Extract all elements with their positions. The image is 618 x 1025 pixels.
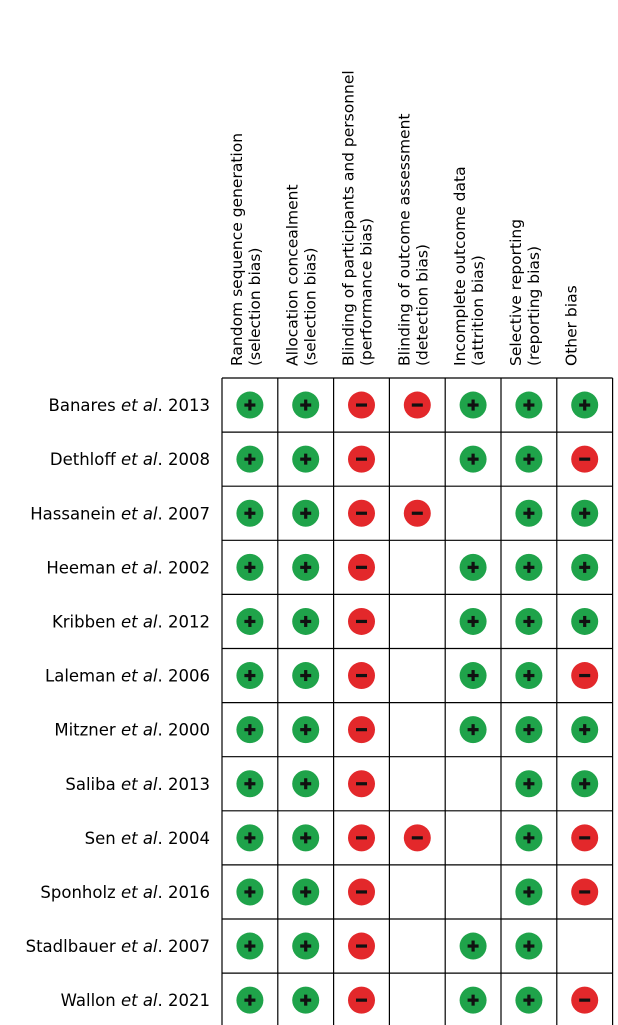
low-risk-icon <box>515 500 542 527</box>
low-risk-icon <box>236 770 263 797</box>
study-year: . 2006 <box>157 666 210 686</box>
study-etal: et al <box>120 612 158 632</box>
column-header-subtitle: (reporting bias) <box>524 245 543 366</box>
plus-vertical <box>304 832 307 843</box>
plus-vertical <box>527 886 530 897</box>
high-risk-icon <box>348 987 375 1014</box>
plus-vertical <box>583 724 586 735</box>
study-year: . 2013 <box>157 396 210 416</box>
minus-bar <box>356 728 367 731</box>
study-etal: et al <box>120 720 158 740</box>
plus-vertical <box>527 508 530 519</box>
plus-vertical <box>304 454 307 465</box>
high-risk-icon <box>404 824 431 851</box>
low-risk-icon <box>236 933 263 960</box>
low-risk-icon <box>236 662 263 689</box>
study-name: Kribben <box>51 612 121 632</box>
plus-vertical <box>304 670 307 681</box>
plus-vertical <box>583 562 586 573</box>
minus-bar <box>356 944 367 947</box>
low-risk-icon <box>292 716 319 743</box>
column-header-subtitle: (detection bias) <box>413 244 432 366</box>
low-risk-icon <box>292 608 319 635</box>
minus-bar <box>579 674 590 677</box>
low-risk-icon <box>236 500 263 527</box>
low-risk-icon <box>236 446 263 473</box>
low-risk-icon <box>236 608 263 635</box>
high-risk-icon <box>571 878 598 905</box>
plus-vertical <box>304 562 307 573</box>
minus-bar <box>356 512 367 515</box>
low-risk-icon <box>236 878 263 905</box>
column-header-title: Random sequence generation <box>227 132 246 366</box>
plus-vertical <box>527 724 530 735</box>
low-risk-icon <box>460 608 487 635</box>
study-name: Hassanein <box>30 504 121 524</box>
low-risk-icon <box>515 662 542 689</box>
low-risk-icon <box>515 446 542 473</box>
high-risk-icon <box>348 392 375 419</box>
low-risk-icon <box>515 987 542 1014</box>
study-name: Saliba <box>65 774 121 794</box>
study-etal: et al <box>120 828 158 848</box>
column-header-title: Allocation concealment <box>283 184 302 366</box>
study-etal: et al <box>120 991 158 1011</box>
study-year: . 2013 <box>157 774 210 794</box>
column-header-subtitle: (selection bias) <box>301 247 320 366</box>
low-risk-icon <box>571 608 598 635</box>
minus-bar <box>356 674 367 677</box>
column-header-title: Blinding of outcome assessment <box>395 113 414 366</box>
low-risk-icon <box>460 392 487 419</box>
low-risk-icon <box>571 500 598 527</box>
study-name: Sen <box>84 828 121 848</box>
plus-vertical <box>527 670 530 681</box>
study-label <box>49 396 210 415</box>
plus-vertical <box>248 562 251 573</box>
low-risk-icon <box>460 933 487 960</box>
low-risk-icon <box>292 446 319 473</box>
study-name: Mitzner <box>54 720 121 740</box>
study-name: Heeman <box>46 558 121 578</box>
minus-bar <box>356 836 367 839</box>
low-risk-icon <box>571 770 598 797</box>
column-header-subtitle: (performance bias) <box>357 217 376 366</box>
low-risk-icon <box>515 608 542 635</box>
study-etal: et al <box>120 504 158 524</box>
plus-vertical <box>472 454 475 465</box>
low-risk-icon <box>571 716 598 743</box>
minus-bar <box>579 458 590 461</box>
high-risk-icon <box>348 878 375 905</box>
plus-vertical <box>472 670 475 681</box>
low-risk-icon <box>515 554 542 581</box>
table-grid <box>222 378 613 1025</box>
minus-bar <box>579 890 590 893</box>
study-etal: et al <box>120 558 158 578</box>
low-risk-icon <box>236 392 263 419</box>
plus-vertical <box>304 778 307 789</box>
plus-vertical <box>527 832 530 843</box>
high-risk-icon <box>348 770 375 797</box>
low-risk-icon <box>515 716 542 743</box>
plus-vertical <box>472 616 475 627</box>
high-risk-icon <box>348 933 375 960</box>
plus-vertical <box>304 508 307 519</box>
plus-vertical <box>304 941 307 952</box>
study-label <box>45 667 210 686</box>
high-risk-icon <box>571 987 598 1014</box>
plus-vertical <box>472 562 475 573</box>
column-header <box>284 184 320 366</box>
plus-vertical <box>248 778 251 789</box>
study-year: . 2000 <box>157 720 210 740</box>
plus-vertical <box>248 400 251 411</box>
minus-bar <box>579 999 590 1002</box>
minus-bar <box>356 999 367 1002</box>
study-name: Dethloff <box>49 450 121 470</box>
plus-vertical <box>583 508 586 519</box>
study-label <box>61 991 210 1010</box>
high-risk-icon <box>348 608 375 635</box>
study-label <box>40 883 210 902</box>
study-label <box>65 775 210 794</box>
low-risk-icon <box>292 987 319 1014</box>
study-label <box>50 450 210 469</box>
column-header-title: Other bias <box>562 285 581 366</box>
high-risk-icon <box>348 824 375 851</box>
study-etal: et al <box>120 396 158 416</box>
high-risk-icon <box>404 392 431 419</box>
plus-vertical <box>527 454 530 465</box>
study-etal: et al <box>120 937 158 957</box>
column-header <box>507 219 543 366</box>
plus-vertical <box>248 832 251 843</box>
study-year: . 2012 <box>157 612 210 632</box>
study-name: Stadlbauer <box>25 937 121 957</box>
column-header <box>228 133 264 366</box>
low-risk-icon <box>460 446 487 473</box>
plus-vertical <box>304 995 307 1006</box>
high-risk-icon <box>348 500 375 527</box>
low-risk-icon <box>292 933 319 960</box>
study-label <box>54 721 210 740</box>
minus-bar <box>412 512 423 515</box>
high-risk-icon <box>404 500 431 527</box>
minus-bar <box>579 836 590 839</box>
study-label <box>52 612 210 631</box>
plus-vertical <box>472 941 475 952</box>
low-risk-icon <box>571 554 598 581</box>
study-etal: et al <box>120 774 158 794</box>
minus-bar <box>412 836 423 839</box>
low-risk-icon <box>515 878 542 905</box>
study-etal: et al <box>120 450 158 470</box>
minus-bar <box>356 403 367 406</box>
minus-bar <box>356 566 367 569</box>
study-label <box>46 558 210 577</box>
plus-vertical <box>248 995 251 1006</box>
low-risk-icon <box>292 824 319 851</box>
plus-vertical <box>583 616 586 627</box>
high-risk-icon <box>348 446 375 473</box>
low-risk-icon <box>571 392 598 419</box>
study-label <box>85 829 210 848</box>
plus-vertical <box>248 886 251 897</box>
low-risk-icon <box>292 662 319 689</box>
column-header-subtitle: (attrition bias) <box>469 255 488 366</box>
column-header-title: Blinding of participants and personnel <box>339 70 358 366</box>
plus-vertical <box>472 400 475 411</box>
plus-vertical <box>527 562 530 573</box>
plus-vertical <box>527 995 530 1006</box>
study-label <box>26 937 210 956</box>
study-label <box>30 504 210 523</box>
low-risk-icon <box>292 770 319 797</box>
plus-vertical <box>583 400 586 411</box>
study-year: . 2021 <box>157 991 210 1011</box>
plus-vertical <box>472 724 475 735</box>
minus-bar <box>356 458 367 461</box>
study-year: . 2004 <box>157 828 210 848</box>
study-name: Laleman <box>45 666 121 686</box>
study-year: . 2016 <box>157 882 210 902</box>
plus-vertical <box>304 616 307 627</box>
column-header <box>395 114 431 367</box>
plus-vertical <box>304 886 307 897</box>
high-risk-icon <box>571 662 598 689</box>
plus-vertical <box>527 778 530 789</box>
low-risk-icon <box>292 392 319 419</box>
study-year: . 2002 <box>157 558 210 578</box>
low-risk-icon <box>292 878 319 905</box>
minus-bar <box>356 890 367 893</box>
column-header <box>563 285 581 366</box>
low-risk-icon <box>460 987 487 1014</box>
low-risk-icon <box>460 716 487 743</box>
minus-bar <box>356 782 367 785</box>
minus-bar <box>356 620 367 623</box>
low-risk-icon <box>460 554 487 581</box>
high-risk-icon <box>571 824 598 851</box>
column-header-subtitle: (selection bias) <box>245 247 264 366</box>
plus-vertical <box>304 400 307 411</box>
low-risk-icon <box>236 716 263 743</box>
study-etal: et al <box>120 666 158 686</box>
plus-vertical <box>248 454 251 465</box>
column-header-title: Incomplete outcome data <box>451 166 470 366</box>
plus-vertical <box>248 616 251 627</box>
plus-vertical <box>248 724 251 735</box>
low-risk-icon <box>460 662 487 689</box>
plus-vertical <box>583 778 586 789</box>
high-risk-icon <box>348 716 375 743</box>
plus-vertical <box>527 941 530 952</box>
low-risk-icon <box>292 500 319 527</box>
plus-vertical <box>248 508 251 519</box>
low-risk-icon <box>236 554 263 581</box>
plus-vertical <box>248 941 251 952</box>
plus-vertical <box>248 670 251 681</box>
study-year: . 2007 <box>157 937 210 957</box>
study-name: Banares <box>48 396 121 416</box>
column-header <box>451 166 487 366</box>
study-name: Wallon <box>60 991 121 1011</box>
high-risk-icon <box>348 554 375 581</box>
plus-vertical <box>527 616 530 627</box>
study-year: . 2007 <box>157 504 210 524</box>
low-risk-icon <box>515 392 542 419</box>
low-risk-icon <box>292 554 319 581</box>
study-year: . 2008 <box>157 450 210 470</box>
low-risk-icon <box>515 770 542 797</box>
minus-bar <box>412 403 423 406</box>
high-risk-icon <box>571 446 598 473</box>
low-risk-icon <box>515 933 542 960</box>
plus-vertical <box>304 724 307 735</box>
plus-vertical <box>527 400 530 411</box>
plus-vertical <box>472 995 475 1006</box>
high-risk-icon <box>348 662 375 689</box>
low-risk-icon <box>236 987 263 1014</box>
study-name: Sponholz <box>40 882 121 902</box>
low-risk-icon <box>515 824 542 851</box>
low-risk-icon <box>236 824 263 851</box>
column-header <box>340 70 376 366</box>
column-header-title: Selective reporting <box>506 218 525 366</box>
study-etal: et al <box>120 882 158 902</box>
